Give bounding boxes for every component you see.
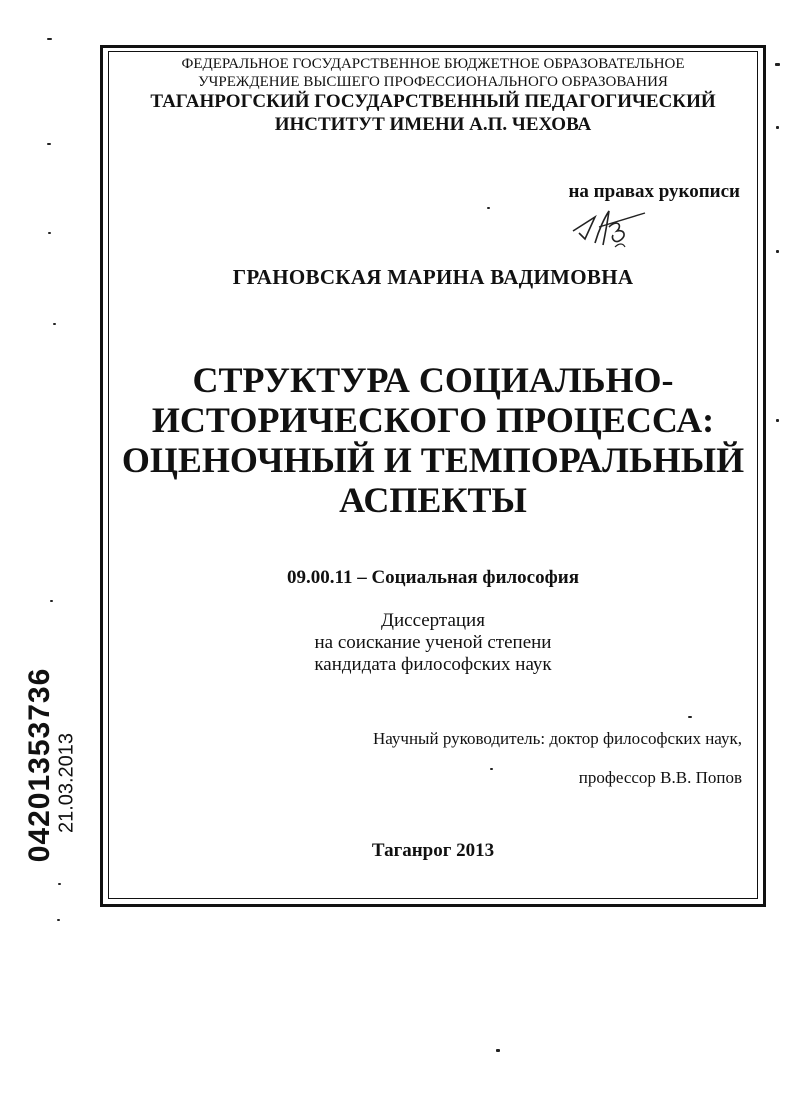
scan-speck: [50, 600, 53, 602]
author-name: ГРАНОВСКАЯ МАРИНА ВАДИМОВНА: [232, 265, 634, 289]
scan-speck: [487, 207, 490, 209]
library-stamp-number: 04201353736: [23, 667, 56, 863]
manuscript-rights-note: на правах рукописи: [568, 181, 740, 202]
scan-speck: [57, 919, 60, 921]
dissertation-title-line-1: СТРУКТУРА СОЦИАЛЬНО-: [192, 360, 674, 400]
institution-line-4: ИНСТИТУТ ИМЕНИ А.П. ЧЕХОВА: [274, 114, 592, 135]
scan-speck: [58, 883, 61, 885]
city-year: Таганрог 2013: [371, 840, 495, 861]
degree-line-2: на соискание ученой степени: [314, 632, 552, 653]
scan-speck: [776, 126, 779, 129]
scan-speck: [47, 38, 52, 40]
institution-line-3: ТАГАНРОГСКИЙ ГОСУДАРСТВЕННЫЙ ПЕДАГОГИЧЕСКИЙ: [150, 91, 716, 112]
scan-speck: [688, 716, 692, 718]
scan-speck: [47, 143, 51, 145]
scan-speck: [776, 250, 779, 253]
specialty-code: 09.00.11 – Социальная философия: [287, 567, 579, 588]
degree-line-1: Диссертация: [381, 610, 485, 631]
supervisor-line-1: Научный руководитель: доктор философских наук,: [372, 729, 742, 748]
supervisor-line-2: профессор В.В. Попов: [578, 768, 742, 787]
library-stamp-date: 21.03.2013: [55, 732, 78, 834]
dissertation-title-line-4: АСПЕКТЫ: [339, 480, 527, 520]
dissertation-title-line-3: ОЦЕНОЧНЫЙ И ТЕМПОРАЛЬНЫЙ: [121, 440, 745, 480]
scan-speck: [53, 323, 56, 325]
degree-line-3: кандидата философских наук: [314, 654, 552, 675]
dissertation-title-line-2: ИСТОРИЧЕСКОГО ПРОЦЕССА:: [151, 400, 715, 440]
handwritten-signature: [565, 203, 655, 253]
scan-speck: [48, 232, 51, 234]
scan-speck: [775, 63, 780, 66]
institution-line-1: ФЕДЕРАЛЬНОЕ ГОСУДАРСТВЕННОЕ БЮДЖЕТНОЕ ОБРАЗОВАТЕЛЬНОЕ: [181, 56, 685, 72]
institution-line-2: УЧРЕЖДЕНИЕ ВЫСШЕГО ПРОФЕССИОНАЛЬНОГО ОБРАЗОВАНИЯ: [198, 74, 668, 90]
scan-speck: [776, 419, 779, 422]
scan-speck: [496, 1049, 500, 1052]
scan-speck: [490, 768, 493, 770]
